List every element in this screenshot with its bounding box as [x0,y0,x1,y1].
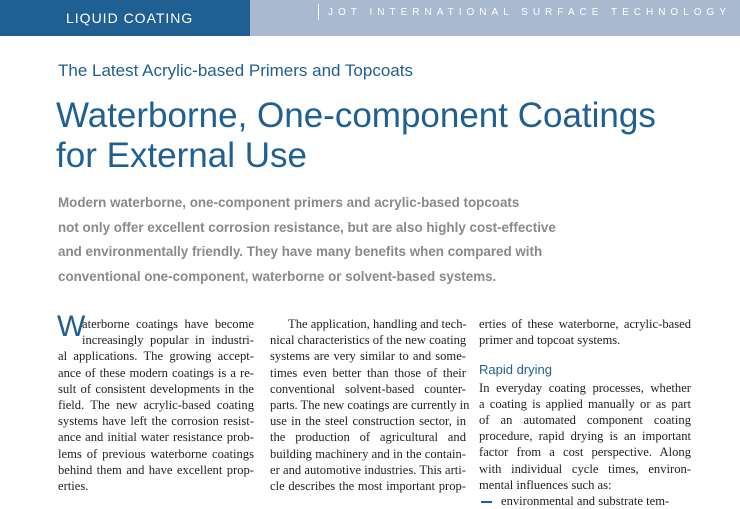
body-line: systems are very similar to and some- [270,349,466,364]
body-line: The application, handling and tech- [288,317,467,331]
lead-line: conventional one-component, waterborne or solvent-based systems. [58,268,497,284]
body-column-1 [57,310,254,494]
body-line: factor from a cost perspective. Along [479,445,691,460]
body-line: behind them and have excellent prop- [58,462,254,477]
body-line: lems of previous waterborne coatings [58,446,254,461]
body-line: procedure, rapid drying is an important [479,429,691,444]
article-lead [58,191,556,289]
section-subheading: Rapid drying [479,362,552,378]
lead-line: and environmentally friendly. They have many benefits when compared with [58,244,543,259]
body-text: aterborne coatings have become [82,317,254,331]
body-line: ance and initial water resistance prob- [58,430,254,445]
body-line: with individual cycle times, environ- [479,461,691,476]
body-line: sult of consistent developments in the [58,381,254,396]
body-line: field. The new acrylic-based coating [58,398,254,413]
lead-line: Modern waterborne, one-component primers and acrylic-based topcoats [58,195,520,210]
title-line: Waterborne, One-component Coatings [56,96,656,135]
body-line: ance of these modern coatings is a re- [58,365,254,380]
body-line: a coating is applied manually or as part [479,396,691,411]
body-line: cle describes the most important prop- [270,479,466,494]
body-line: parts. The new coatings are currently in [270,398,470,413]
dash-bullet-icon [481,501,492,503]
drop-cap: W [57,310,86,343]
body-column-2 [270,316,470,494]
header-divider [318,4,319,20]
journal-name: JOT INTERNATIONAL SURFACE TECHNOLOGY [328,7,731,18]
body-line: nical characteristics of the new coating [270,333,467,348]
body-line: increasingly popular in industri- [82,333,254,348]
body-line: er and automotive industries. This arti- [270,462,466,477]
body-line: erties. [58,479,89,494]
body-line: building machinery and in the contain- [270,446,466,461]
title-line: for External Use [56,136,307,175]
bullet-item [479,493,691,509]
body-line: In everyday coating processes, whether [479,380,691,395]
article-title [56,96,656,176]
body-line: of an automated component coating [479,413,691,428]
body-line: primer and topcoat systems. [479,333,621,348]
body-column-3 [479,316,691,509]
article-kicker: The Latest Acrylic-based Primers and Topcoats [58,61,413,80]
body-line: the production of agricultural and [270,430,466,445]
header-bar [0,0,740,36]
body-line: al applications. The growing accept- [58,349,254,364]
body-line: conventional solvent-based counter- [270,381,466,396]
body-line: systems have left the corrosion resist- [58,414,254,429]
body-line: times even better than those of their [270,365,466,380]
section-label: LIQUID COATING [0,0,250,36]
bullet-text: environmental and substrate tem- [501,494,670,509]
body-line: use in the steel construction sector, in [270,414,466,429]
lead-line: not only offer excellent corrosion resistance, but are also highly cost-effective [58,219,556,235]
body-line: erties of these waterborne, acrylic-based [479,317,691,331]
body-line: mental influences such as: [479,477,612,492]
